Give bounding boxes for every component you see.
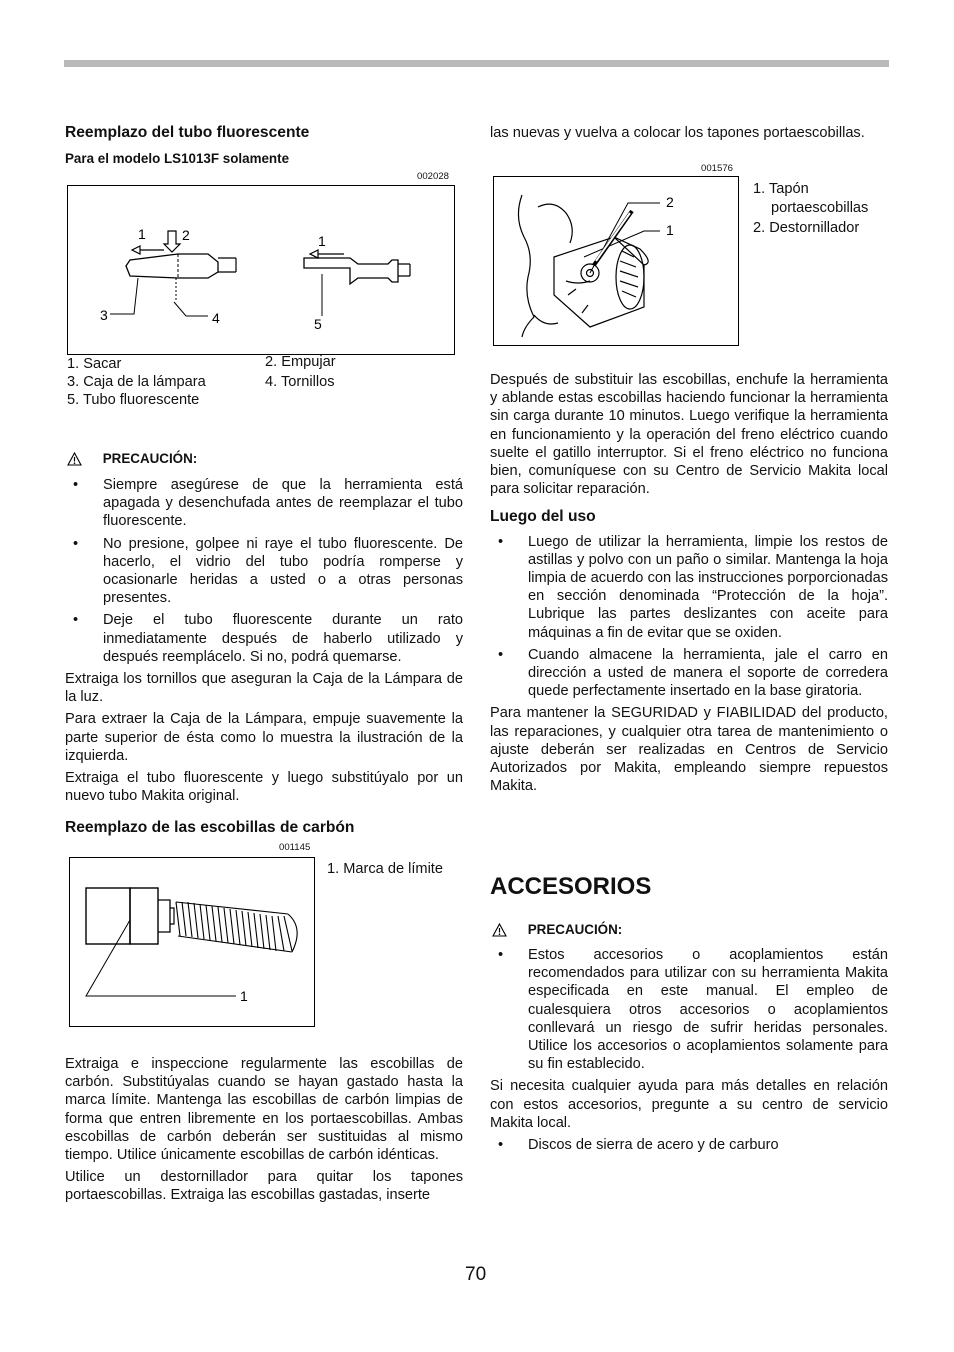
- figure-code: 002028: [417, 171, 450, 182]
- callout-1-left: 1: [138, 226, 146, 242]
- figure-code: 001576: [701, 163, 734, 174]
- callout-2: 2: [666, 194, 674, 210]
- figure-carbon-brush: [69, 857, 315, 1027]
- caution-label: PRECAUCIÓN:: [102, 451, 198, 466]
- list-item: • Discos de sierra de acero y de carburo: [498, 1137, 779, 1154]
- paragraph: Para extraer la Caja de la Lámpara, empuje suavemente la parte superior de ésta como lo muestra la ilustración de la izquierda.: [65, 711, 463, 764]
- legend-item-1: 1. Tapón: [753, 181, 809, 197]
- header-rule: [64, 60, 889, 67]
- section-title-carbon-brushes: Reemplazo de las escobillas de carbón: [65, 819, 355, 836]
- right-body-2: [490, 946, 888, 1154]
- figure-fluorescent-tube: [67, 185, 455, 355]
- left-body: [65, 476, 463, 805]
- legend-item-1-cont: portaescobillas: [771, 200, 869, 216]
- callout-1: 1: [240, 988, 248, 1004]
- legend-item-2: 2. Destornillador: [753, 220, 860, 236]
- legend-item-5: 5. Tubo fluorescente: [67, 392, 200, 408]
- paragraph: Utilice un destornillador para quitar los tapones portaescobillas. Extraiga las escobillas gastadas, inserte: [65, 1169, 463, 1204]
- callout-1-right: 1: [318, 233, 326, 249]
- caution-item: • Estos accesorios o acoplamientos están recomendados para utilizar con su herramienta Makita especificada en este manual. El empleo de cualesquiera otros accesorios o acoplamientos conllevará un riesgo de sufrir heridas personales. Utilice los accesorios o acoplamientos solamente para su fin establecido.: [498, 947, 888, 1073]
- left-body-2: [65, 1055, 463, 1205]
- callout-5: 5: [314, 316, 322, 332]
- callout-1: 1: [666, 222, 674, 238]
- carbon-brush-illustration: [70, 858, 314, 1026]
- caution-heading: [67, 451, 197, 466]
- right-body: [490, 371, 888, 795]
- caution-item: • Deje el tubo fluorescente durante un rato inmediatamente después de haberlo utilizado y después reemplácelo. Si no, podrá quemarse.: [73, 612, 463, 665]
- paragraph: las nuevas y vuelva a colocar los tapones portaescobillas.: [490, 125, 865, 141]
- section-title-fluorescent-tube: Reemplazo del tubo fluorescente: [65, 124, 310, 141]
- list-item: • Luego de utilizar la herramienta, limpie los restos de astillas y polvo con un paño o similar. Mantenga la hoja limpia de acuerdo con las instrucciones porporcionadas en sección denominada “Protección de la hoja”. Lubrique las partes deslizantes con aceite para máquinas a fin de evitar que se oxiden.: [498, 533, 888, 641]
- paragraph: Extraiga los tornillos que aseguran la Caja de la Lámpara de la luz.: [65, 671, 463, 706]
- right-top: [490, 124, 888, 142]
- paragraph: Extraiga el tubo fluorescente y luego substitúyalo por un nuevo tubo Makita original.: [65, 770, 463, 805]
- callout-2: 2: [182, 227, 190, 243]
- legend-item-2: 2. Empujar: [265, 354, 336, 370]
- figure-code: 001145: [279, 842, 311, 853]
- caution-label: PRECAUCIÓN:: [527, 922, 623, 937]
- figure-brush-cap: [493, 176, 739, 346]
- paragraph: Extraiga e inspeccione regularmente las escobillas de carbón. Substitúyalas cuando se hayan gastado hasta la marca límite. Mantenga las escobillas de carbón limpias de forma que entren libremente en los portaescobillas. Ambas escobillas de carbón deberán ser sustituidas al mismo tiempo. Utilice únicamente escobillas de carbón idénticas.: [65, 1056, 463, 1164]
- paragraph: Para mantener la SEGURIDAD y FIABILIDAD del producto, las reparaciones, y cualquier otra tarea de mantenimiento o ajuste deberán ser realizadas en Centros de Servicio Autorizados por Makita, empleando siempre repuestos Makita.: [490, 705, 888, 795]
- callout-3: 3: [100, 307, 108, 323]
- page-number: 70: [465, 1264, 487, 1285]
- list-item: • Cuando almacene la herramienta, jale el carro en dirección a usted de manera el soporte de corredera quede perfectamente insertado en la base giratoria.: [498, 646, 888, 700]
- caution-item: • Siempre asegúrese de que la herramienta está apagada y desenchufada antes de reemplazar el tubo fluorescente.: [73, 477, 463, 530]
- accesorios-title: ACCESORIOS: [490, 873, 652, 900]
- legend-item-4: 4. Tornillos: [265, 374, 335, 390]
- section-title-after-use: Luego del uso: [490, 508, 596, 526]
- brush-cap-illustration: [494, 177, 738, 345]
- legend-item-1: 1. Sacar: [67, 356, 122, 372]
- caution-item: • No presione, golpee ni raye el tubo fluorescente. De hacerlo, el vidrio del tubo podría romperse y ocasionarle heridas a usted o a otras personas presentes.: [73, 535, 463, 607]
- fluorescent-tube-illustration: [68, 186, 454, 354]
- legend-item-3: 3. Caja de la lámpara: [67, 374, 206, 390]
- section-subtitle-model: Para el modelo LS1013F solamente: [65, 151, 290, 166]
- warning-icon: [67, 452, 82, 466]
- paragraph: Después de substituir las escobillas, enchufe la herramienta y ablande estas escobillas haciendo funcionar la herramienta sin carga durante 10 minutos. Luego verifique la herramienta en funcionamiento y la operación del freno eléctrico cuando suelte el gatillo interruptor. Si el freno eléctrico no funciona bien, comuníquese con su Centro de Servicio Makita local para solicitar reparación.: [490, 372, 888, 498]
- paragraph: Si necesita cualquier ayuda para más detalles en relación con estos accesorios, pregunte a su centro de servicio Makita local.: [490, 1078, 888, 1131]
- callout-4: 4: [212, 310, 220, 326]
- legend-limit-mark: 1. Marca de límite: [327, 861, 443, 877]
- warning-icon: [492, 923, 507, 937]
- caution-heading: [492, 922, 622, 937]
